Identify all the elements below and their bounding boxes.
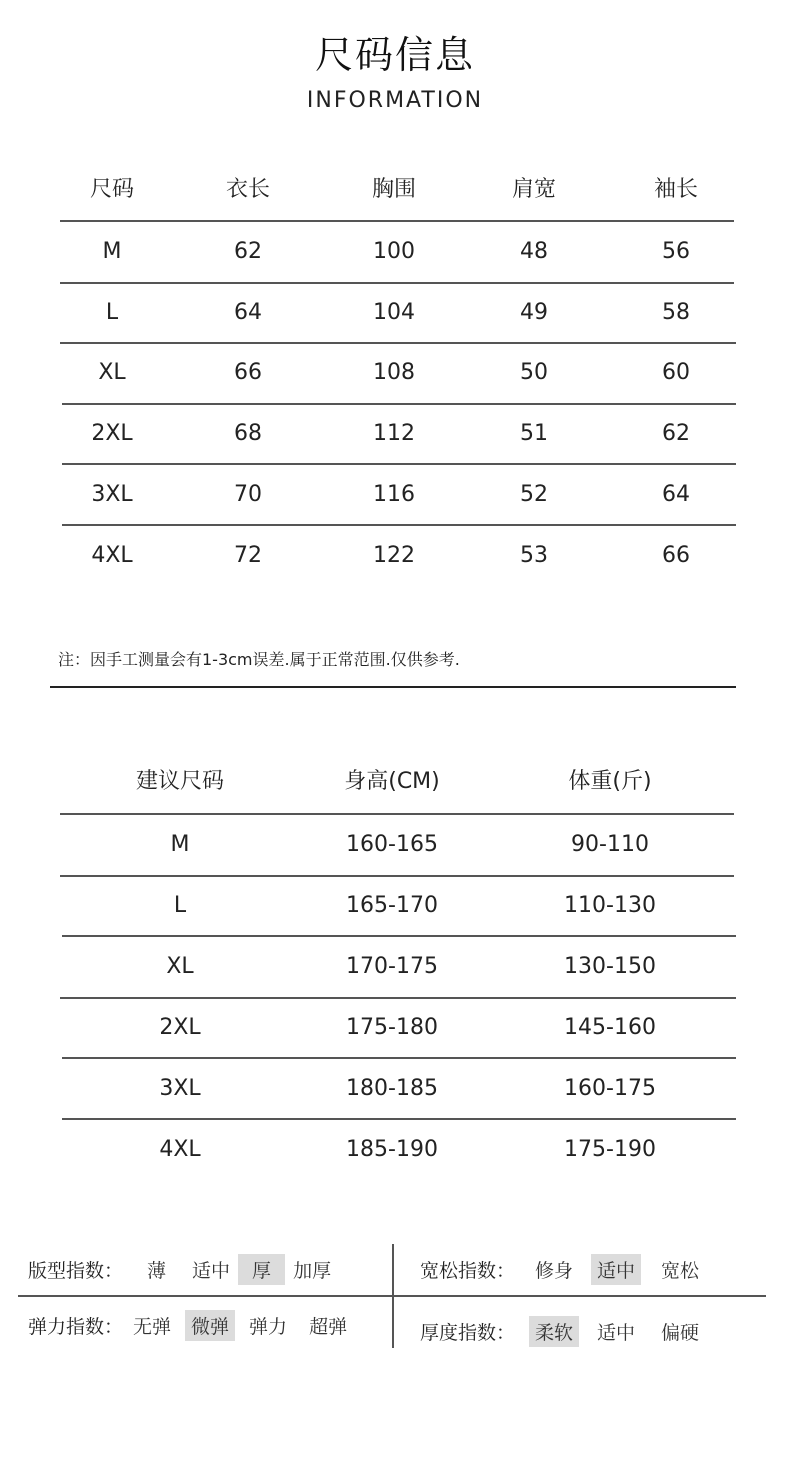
cell-chest: 104 (373, 300, 415, 325)
cell-height: 165-170 (346, 893, 438, 918)
cell-size: 4XL (159, 1137, 201, 1162)
table-header-row (0, 752, 790, 812)
page-subtitle: INFORMATION (306, 88, 484, 113)
fit-option-extra-thick: 加厚 (293, 1259, 332, 1282)
divider (18, 1295, 766, 1297)
cell-sleeve: 58 (662, 300, 690, 325)
cell-sleeve: 66 (662, 543, 690, 568)
thickness-option-medium: 适中 (597, 1321, 636, 1344)
fit-option-medium: 适中 (192, 1259, 231, 1282)
cell-height: 180-185 (346, 1076, 438, 1101)
cell-size: 2XL (159, 1015, 201, 1040)
elasticity-option-super: 超弹 (309, 1315, 348, 1338)
cell-chest: 116 (373, 482, 415, 507)
cell-shoulder: 52 (520, 482, 548, 507)
table-row (0, 404, 790, 464)
thickness-option-soft-selected: 柔软 (529, 1316, 579, 1347)
cell-weight: 130-150 (564, 954, 656, 979)
cell-length: 70 (234, 482, 262, 507)
cell-weight: 175-190 (564, 1137, 656, 1162)
measurement-note: 注：因手工测量会有1-3cm误差.属于正常范围.仅供参考. (58, 650, 460, 669)
elasticity-option-elastic: 弹力 (249, 1315, 288, 1338)
cell-shoulder: 51 (520, 421, 548, 446)
cell-weight: 145-160 (564, 1015, 656, 1040)
table-row (0, 222, 790, 282)
table-row (0, 1120, 790, 1180)
header-chest: 胸围 (371, 177, 416, 202)
table-row (0, 937, 790, 997)
looseness-option-loose: 宽松 (661, 1259, 700, 1282)
header-shoulder: 肩宽 (511, 177, 556, 202)
indices-section (0, 1230, 790, 1370)
thickness-index-label: 厚度指数： (420, 1321, 516, 1344)
page-title: 尺码信息 (314, 33, 475, 77)
cell-chest: 100 (373, 239, 415, 264)
cell-chest: 108 (373, 360, 415, 385)
table-row (0, 343, 790, 403)
cell-size: XL (98, 360, 126, 385)
elasticity-index (28, 1310, 353, 1340)
cell-height: 175-180 (346, 1015, 438, 1040)
table-row (0, 1059, 790, 1119)
header-size: 尺码 (89, 177, 134, 202)
fit-option-thin: 薄 (147, 1259, 167, 1282)
cell-sleeve: 56 (662, 239, 690, 264)
cell-shoulder: 49 (520, 300, 548, 325)
thickness-option-stiff: 偏硬 (661, 1321, 700, 1344)
looseness-option-medium-selected: 适中 (591, 1254, 641, 1285)
cell-height: 160-165 (346, 832, 438, 857)
table-row (0, 815, 790, 875)
cell-sleeve: 62 (662, 421, 690, 446)
cell-size: XL (166, 954, 194, 979)
cell-length: 64 (234, 300, 262, 325)
cell-sleeve: 64 (662, 482, 690, 507)
cell-length: 72 (234, 543, 262, 568)
fit-option-thick-selected: 厚 (238, 1254, 285, 1285)
header-length: 衣长 (225, 177, 270, 202)
table-row (0, 465, 790, 525)
header-height: 身高(CM) (344, 769, 440, 794)
cell-weight: 160-175 (564, 1076, 656, 1101)
cell-length: 66 (234, 360, 262, 385)
cell-size: M (170, 832, 190, 857)
cell-length: 62 (234, 239, 262, 264)
header-recommend-size: 建议尺码 (135, 769, 224, 794)
cell-size: L (173, 893, 187, 918)
fit-index (28, 1254, 337, 1284)
table-row (0, 998, 790, 1058)
looseness-index-label: 宽松指数： (420, 1259, 516, 1282)
cell-shoulder: 48 (520, 239, 548, 264)
table-header-row (0, 160, 790, 220)
table-row (0, 526, 790, 586)
cell-sleeve: 60 (662, 360, 690, 385)
cell-size: L (105, 300, 119, 325)
table-row (0, 876, 790, 936)
fit-index-label: 版型指数： (28, 1259, 124, 1282)
cell-weight: 90-110 (571, 832, 649, 857)
header-weight: 体重(斤) (568, 769, 652, 794)
cell-chest: 122 (373, 543, 415, 568)
looseness-index (420, 1254, 705, 1284)
cell-length: 68 (234, 421, 262, 446)
elasticity-option-none: 无弹 (133, 1315, 172, 1338)
cell-size: 2XL (91, 421, 133, 446)
divider (50, 686, 736, 688)
cell-shoulder: 53 (520, 543, 548, 568)
cell-size: 3XL (91, 482, 133, 507)
table-row (0, 283, 790, 343)
cell-size: 4XL (91, 543, 133, 568)
cell-height: 185-190 (346, 1137, 438, 1162)
header-sleeve: 袖长 (653, 177, 698, 202)
cell-height: 170-175 (346, 954, 438, 979)
cell-size: M (102, 239, 122, 264)
looseness-option-slim: 修身 (535, 1259, 574, 1282)
cell-weight: 110-130 (564, 893, 656, 918)
elasticity-option-slight-selected: 微弹 (185, 1310, 235, 1341)
elasticity-index-label: 弹力指数： (28, 1315, 124, 1338)
cell-chest: 112 (373, 421, 415, 446)
cell-shoulder: 50 (520, 360, 548, 385)
thickness-index (420, 1316, 705, 1346)
cell-size: 3XL (159, 1076, 201, 1101)
